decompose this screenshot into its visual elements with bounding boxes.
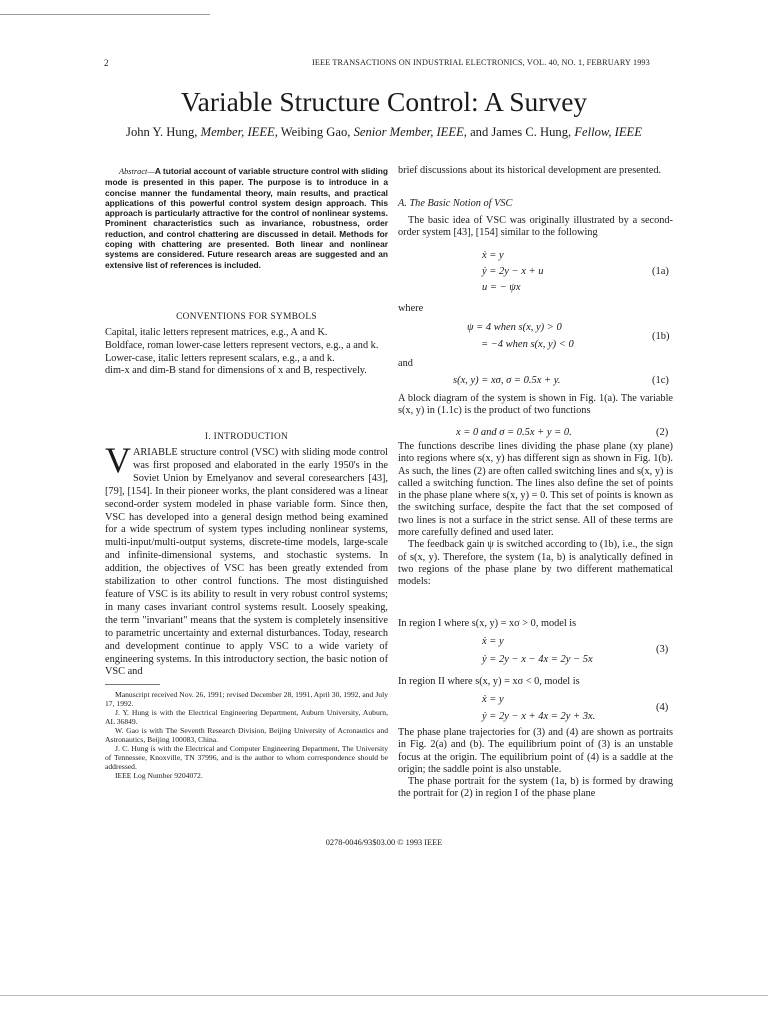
equation-number: (1b) [652, 331, 670, 342]
equation-4-line: ẏ = 2y − x + 4x = 2y + 3x. [482, 711, 596, 722]
abstract [105, 166, 388, 270]
author-2-role: Senior Member, IEEE, [353, 125, 467, 139]
footnote: J. Y. Hung is with the Electrical Engineering Department, Auburn University, Auburn, AL 36849. [105, 708, 388, 726]
region-2-label: In region II where s(x, y) = xσ < 0, model is [398, 676, 580, 687]
equation-number: (4) [656, 702, 669, 713]
and-label: and [398, 358, 413, 369]
paragraph-block-diagram: A block diagram of the system is shown in Fig. 1(a). The variable s(x, y) in (1.1c) is the product of two functions [398, 393, 673, 417]
introduction-heading: I. INTRODUCTION [204, 432, 289, 442]
equation-1a-line: ẋ = y [482, 250, 504, 261]
footnote: J. C. Hung is with the Electrical and Computer Engineering Department, The University of Tennessee, Knoxville, TN 37996, and is the author to whom correspondence should be addressed. [105, 744, 388, 771]
journal-header: IEEE TRANSACTIONS ON INDUSTRIAL ELECTRONICS, VOL. 40, NO. 1, FEBRUARY 1993 [312, 58, 650, 67]
footnotes [105, 690, 388, 780]
author-line [0, 125, 768, 140]
convention-item: Lower-case, italic letters represent scalars, e.g., a and k. [105, 352, 335, 364]
equation-3-line: ẏ = 2y − x − 4x = 2y − 5x [482, 654, 593, 665]
equation-4-line: ẋ = y [482, 694, 504, 705]
equation-1b-line: = −4 when s(x, y) < 0 [481, 339, 574, 350]
equation-number: (1a) [652, 266, 669, 277]
convention-item: dim-x and dim-B stand for dimensions of x and B, respectively. [105, 365, 367, 377]
convention-item: Capital, italic letters represent matrices, e.g., A and K. [105, 327, 328, 338]
equation-2: x = 0 and σ = 0.5x + y = 0. [456, 427, 572, 438]
introduction-text: ARIABLE structure control (VSC) with sliding mode control was first proposed and elaborated in the early 1950's in the Soviet Union by Emelyanov and several coresearchers [43], [79], [154]. In their pioneer works, the plant considered was a linear second-order system modeled in phase variable form. Since then, VSC has developed into a general design method being examined for a wide spectrum of system types including nonlinear systems, multi-input/multi-output systems, discrete-time models, large-scale and infinite-dimensional systems, and stochastic systems. In addition, the objectives of VSC has been greatly extended from stabilization to other control functions. The most distinguished feature of VSC is its ability to result in very robust control systems; in many cases invariant control systems result. Loosely speaking, the term "invariant" means that the system is completely insensitive to parametric uncertainty and external disturbances. Today, research and development continue to apply VSC to a wide variety of engineering systems. In this introductory section, the basic notion of VSC and [105, 447, 388, 678]
equation-number: (2) [656, 427, 669, 438]
equation-1b-line: ψ = 4 when s(x, y) > 0 [467, 322, 562, 333]
equation-1c: s(x, y) = xσ, σ = 0.5x + y. [453, 375, 561, 386]
introduction-body [105, 440, 388, 679]
abstract-label: Abstract— [119, 167, 155, 176]
conventions-list [105, 327, 388, 378]
page-number: 2 [104, 58, 109, 68]
paragraph-phase-portraits [398, 727, 673, 801]
author-1-role: Member, IEEE, [200, 125, 278, 139]
paper-title: Variable Structure Control: A Survey [180, 86, 588, 117]
author-3: and James C. Hung, [470, 125, 572, 139]
paragraph-feedback: The feedback gain ψ is switched according to (1b), i.e., the sign of s(x, y). Therefore, the system (1a, b) is analytically defined in two regions of the phase plane by two different mathematical models: [398, 539, 673, 588]
subsection-heading: A. The Basic Notion of VSC [398, 198, 513, 209]
equation-1a-line: u = − ψx [482, 282, 521, 293]
author-2: Weibing Gao, [280, 125, 351, 139]
footnote-rule [105, 684, 160, 685]
equation-3-line: ẋ = y [482, 636, 504, 647]
where-label: where [398, 303, 424, 314]
paragraph-switching-functions [398, 441, 673, 589]
author-3-role: Fellow, IEEE [574, 125, 642, 139]
region-1-label: In region I where s(x, y) = xσ > 0, model is [398, 618, 577, 629]
paragraph-trajectories: The phase plane trajectories for (3) and (4) are shown as portraits in Fig. 2(a) and (b). The equilibrium point of (3) is an unstable focus at the origin. The equilibrium point of (4) is a saddle at the origin; the saddle point is also unstable. [398, 727, 673, 775]
top-rule [0, 14, 210, 15]
convention-item: Boldface, roman lower-case letters represent vectors, e.g., a and k. [105, 339, 379, 351]
drop-cap: V [105, 440, 131, 480]
equation-number: (1c) [652, 375, 669, 386]
abstract-text: A tutorial account of variable structure control with sliding mode is presented in this paper. The purpose is to introduce in a concise manner the fundamental theory, main results, and practical applications of this powerful control system design approach. This approach is particularly attractive for the control of nonlinear systems. Prominent characteristics such as invariance, robustness, order reduction, and control chattering are discussed in detail. Methods for coping with chattering are presented. Both linear and nonlinear systems are considered. Future research areas are suggested and an extensive list of references is included. [105, 166, 388, 270]
footnote: W. Gao is with The Seventh Research Division, Beijing University of Acronautics and Astronautics, Beijing 100083, China. [105, 726, 388, 744]
paragraph-history: brief discussions about its historical development are presented. [398, 165, 662, 176]
paragraph-basic-idea: The basic idea of VSC was originally illustrated by a second-order system [43], [154] similar to the following [398, 215, 673, 239]
copyright-footer: 0278-0046/93$03.00 © 1993 IEEE [325, 838, 443, 847]
footnote: IEEE Log Number 9204072. [115, 771, 203, 780]
paragraph-portrait: The phase portrait for the system (1a, b) is formed by drawing the portrait for (2) in region I of the phase plane [398, 776, 673, 800]
equation-1a-line: ẏ = 2y − x + u [482, 266, 544, 277]
paragraph-functions: The functions describe lines dividing the phase plane (xy plane) into regions where s(x, y) has different sign as shown in Fig. 1(b). As such, the lines (2) are often called switching lines and s(x, y) is called a switching function. The lines also define the set of points in the phase plane where s(x, y) = 0. This set of points is known as the switching surface, despite the fact that the set composed of two lines is not a surface in the strict sense. All of these terms are more carefully defined and used later. [398, 441, 673, 539]
footnote: Manuscript received Nov. 26, 1991; revised December 28, 1991, April 30, 1992, and July 17, 1992. [105, 690, 388, 708]
author-1: John Y. Hung, [126, 125, 198, 139]
equation-number: (3) [656, 644, 669, 655]
bottom-rule [0, 995, 768, 996]
conventions-heading: CONVENTIONS FOR SYMBOLS [176, 312, 317, 322]
